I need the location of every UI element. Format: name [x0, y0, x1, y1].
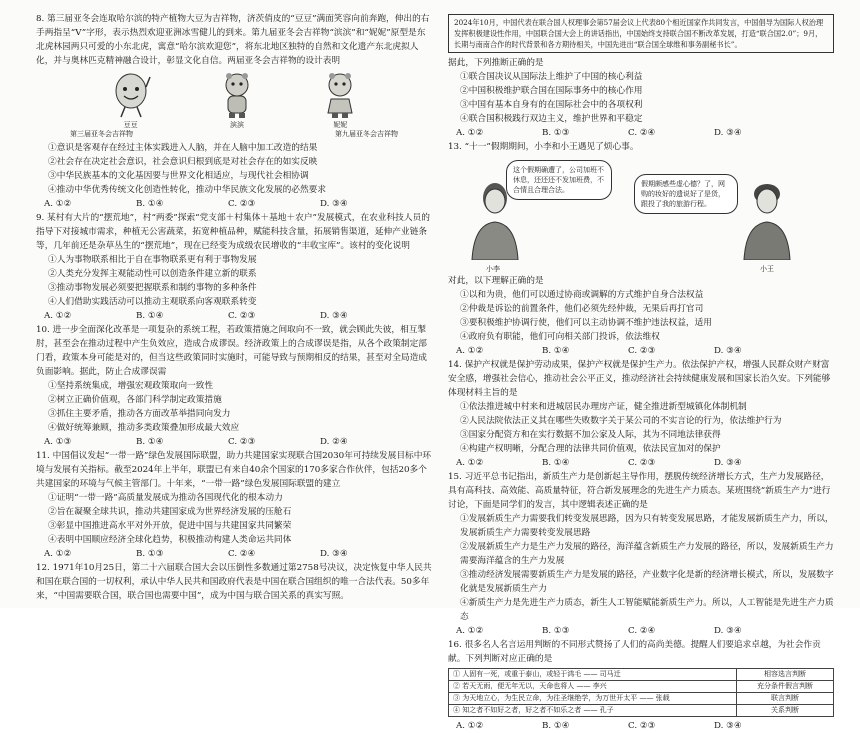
option-a[interactable]: A. ①② [456, 626, 484, 636]
list-item: ②人类充分发挥主观能动性可以创造条件建立新的联系 [48, 269, 257, 279]
q13-cartoon [448, 156, 834, 272]
option-b[interactable]: B. ①③ [542, 128, 570, 138]
q12-stem: 12. 1971年10月25日，第二十六届联合国大会以压倒性多数通过第2758号决议，决定恢复中华人民共和国在联合国的一切权利，承认中华人民共和国政府代表是中国在联合国组织的唯一合法代表。50多年来，“中国需要联合国，联合国也需要中国”，成为中国与联合国关系的真实写照。 [36, 563, 432, 601]
q9-items [36, 253, 432, 309]
option-c[interactable]: C. ②④ [628, 128, 656, 138]
q11-items [36, 491, 432, 547]
option-d[interactable]: D. ③④ [714, 346, 742, 356]
mascot-label: 妮妮 [333, 121, 348, 129]
q12-note-box: 2024年10月，中国代表在联合国人权理事会第57届会议上代表80个相近国家作共同发言，中国倡导为国际人权治理发挥积极建设性作用，中国联合国大会上的讲话指出，中国始终支持联合国不断改革发展，打造“联合国2.0”；9月，长期与南南合作的时代背景和各方期待相关，中国先进出“联合国全球维和事务副秘书长”。 [448, 14, 834, 53]
list-item: ①意识是客观存在经过主体实践进入人脑，并在人脑中加工改造的结果 [48, 143, 318, 153]
table-cell: ③ 为天地立心，为生民立命，为往圣继绝学，为万世开太平 —— 张载 [449, 693, 737, 705]
table-row [449, 693, 834, 705]
q12-options [448, 126, 834, 140]
doudou-icon [111, 71, 151, 119]
table-row [449, 705, 834, 717]
q14-stem: 14. 保护产权就是保护劳动成果，保护产权就是保护生产力。依法保护产权，增强人民群众财产财富安全感，增强社会信心，推动社会公平正义，推动经济社会持续健康发展和国家长治久安。下列能够体现材料主旨的是 [448, 360, 831, 398]
option-d[interactable]: D. ③④ [714, 458, 742, 468]
option-b[interactable]: B. ①④ [136, 311, 164, 321]
list-item: ③要积极维护协调行使，他们可以主动协调不维护违法权益，适用 [460, 318, 712, 328]
option-c[interactable]: C. ②③ [228, 311, 256, 321]
q10-stem: 10. 进一步全面深化改革是一项复杂的系统工程，若政策措施之间取向不一致，就会顾此失彼，相互掣肘，甚至会在推动过程中产生负效应，造成合成谬误。经济政策上的合成谬误是指，从各个政策制定部门看，政策本身可能是对的，但当这些政策同时实施时，可能导致与预期相反的结果，甚至对全局造成负面影响。据此，防止合成谬误需 [36, 325, 427, 377]
list-item: ④政府负有职能，他们可向相关部门投诉，依法维权 [460, 332, 660, 342]
tiger-icon [323, 71, 357, 119]
list-item: ②树立正确价值观，各部门科学制定政策措施 [48, 395, 222, 405]
q13-items [448, 288, 834, 344]
list-item: ④表明中国顺应经济全球化趋势，积极推动构建人类命运共同体 [48, 535, 292, 545]
option-d[interactable]: D. ③④ [714, 128, 742, 138]
q13-ask: 对此，以下理解正确的是 [448, 276, 544, 286]
table-cell: 相容选言判断 [737, 669, 834, 681]
q10-items [36, 379, 432, 435]
caption-ninth: 第九届亚冬会吉祥物 [335, 130, 398, 138]
q8-stem: 8. 第三届亚冬会连取哈尔滨的特产植物大豆为吉祥物，济茨俏皮的“豆豆”满面笑容向前奔跑，伸出的右手两指呈“V”字形，表示热烈欢迎亚洲冰雪健儿的到来。第九届亚冬会吉祥物“滨滨”和“妮妮”原型是东北虎林园两只可爱的小东北虎，寓意“哈尔滨欢迎您”，将东北地区独特的自然和文化遗产东北虎拟人化，并与奥林匹克精神融合设计，彰显文化自信。两届亚冬会吉祥物的设计表明 [36, 14, 430, 66]
list-item: ③抓住主要矛盾，推动各方面改革举措同向发力 [48, 409, 231, 419]
table-cell: 关系判断 [737, 705, 834, 717]
mascot-label: 豆豆 [123, 121, 138, 129]
q16-table [448, 668, 834, 717]
list-item: ③中华民族基本的文化基因要与世界文化相适应，与现代社会相协调 [48, 171, 309, 181]
left-column [36, 12, 432, 603]
q14-options [448, 456, 834, 470]
list-item: ①人为事物联系相比于自在事物联系更有利于事物发展 [48, 255, 257, 265]
option-c[interactable]: C. ②③ [228, 437, 256, 447]
list-item: ②中国积极维护联合国在国际事务中的核心作用 [460, 86, 643, 96]
list-item: ①坚持系统集成，增强宏观政策取向一致性 [48, 381, 214, 391]
q15-stem: 15. 习近平总书记指出，新质生产力是创新起主导作用，摆脱传统经济增长方式，生产力发展路径，具有高科技、高效能、高质量特征，符合新发展理念的先进生产力质态。某班围绕“新质生产力”进行讨论，下面是同学们的发言，其中逻辑表述正确的是 [448, 472, 831, 510]
list-item: ④新质生产力是先进生产力质态，新生人工智能赋能新质生产力。所以，人工智能是先进生产力质态 [460, 598, 834, 622]
list-item: ③推动经济发展需要新质生产力是发展的路径，产业数字化是新的经济增长模式，所以，发展数字化就是发展新质生产力 [460, 570, 834, 594]
list-item: ④推动中华优秀传统文化创造性转化，推动中华民族文化发展的必然要求 [48, 185, 326, 195]
list-item: ③中国有基本自身有的在国际社会中的各项权利 [460, 100, 643, 110]
table-cell: ④ 知之者不如好之者，好之者不如乐之者 —— 孔子 [449, 705, 737, 717]
option-b[interactable]: B. ①④ [136, 437, 164, 447]
q10-options [36, 435, 432, 449]
table-cell: 联言判断 [737, 693, 834, 705]
speech-bubble-right: 假期颇感些虚心德？了，网购的妆好的遗说好了是货，跟投了我的旅游行程。 [634, 174, 738, 214]
q12-items [448, 70, 834, 126]
list-item: ②人民法院依法正义其在哪些失败数字关于某公司的不实言论的行为，依法维护行为 [460, 416, 782, 426]
list-item: ①以和为贵，他们可以通过协商或调解的方式维护自身合法权益 [460, 290, 704, 300]
option-b[interactable]: B. ①③ [136, 549, 164, 559]
name-left: 小李 [486, 265, 500, 273]
name-right: 小王 [760, 265, 774, 273]
q11-stem: 11. 中国倡议发起“一带一路”绿色发展国际联盟，助力共建国家实现联合国2030年可持续发展目标中环境与发展有关指标。截至2024年上半年，联盟已有来自40余个国家的170多家合作伙伴，包括20多个共建国家的环境与气候主管部门。十年来，“一带一路”绿色发展国际联盟的建立 [36, 451, 432, 489]
option-c[interactable]: C. ②③ [628, 721, 656, 731]
option-c[interactable]: C. ②④ [228, 549, 256, 559]
tiger-icon [220, 71, 254, 119]
right-column [448, 12, 834, 733]
q15-options [448, 624, 834, 638]
option-a[interactable]: A. ①② [456, 346, 484, 356]
q16-stem: 16. 很多名人名言运用判断的不同形式赞扬了人们的高尚美德。提醒人们要追求卓越，为社会作贡献。下列判断对应正确的是 [448, 640, 821, 664]
q16-options [448, 719, 834, 733]
caption-third: 第三届亚冬会吉祥物 [70, 130, 133, 138]
option-a[interactable]: A. ①② [44, 549, 72, 559]
list-item: ②社会存在决定社会意识，社会意识归根到底是对社会存在的如实反映 [48, 157, 318, 167]
option-b[interactable]: B. ①④ [136, 199, 164, 209]
list-item: ①发展新质生产力需要我们转变发展思路，因为只有转变发展思路，才能发展新质生产力，所以，发展新质生产力需要转变发展思路 [460, 514, 834, 538]
mascot-binbin [220, 71, 254, 130]
option-a[interactable]: A. ①② [456, 128, 484, 138]
q13-options [448, 344, 834, 358]
option-a[interactable]: A. ①② [456, 721, 484, 731]
q15-items [448, 512, 834, 624]
table-cell: ② 若天无雨，便无年无以，天命也将人 —— 李兴 [449, 681, 737, 693]
list-item: ②发展新质生产力是生产力发展的路径，海洋蕴含新质生产力发展的路径，所以，发展新质生产力需要海洋蕴含的生产力发展 [460, 542, 834, 566]
mascot-doudou [111, 71, 151, 130]
mascot-label: 滨滨 [229, 121, 244, 129]
list-item: ④联合国积极践行双边主义，维护世界和平稳定 [460, 114, 643, 124]
q8-mascots [36, 68, 432, 130]
option-a[interactable]: A. ①② [44, 199, 72, 209]
list-item: ④人们借助实践活动可以推动主观联系向客观联系转变 [48, 297, 257, 307]
option-a[interactable]: A. ①③ [44, 437, 72, 447]
option-d[interactable]: D. ③④ [714, 626, 742, 636]
q9-stem: 9. 某村有大片的“摆荒地”，村“两委”探索“党支部＋村集体＋基地＋农户”发展模式，在农业科技人员的指导下对接城市需求，种植无公害蔬菜，拓宽种植品种，赋能科技含量，拓展销售渠道，延伸产业链条等，几年前还是杂草丛生的“摆荒地”，现在已经变为成级农民增收的“丰收宝库”。该村的变化说明 [36, 213, 430, 251]
option-c[interactable]: C. ②④ [628, 626, 656, 636]
option-b[interactable]: B. ①③ [542, 626, 570, 636]
option-c[interactable]: C. ②③ [228, 199, 256, 209]
q8-options [36, 197, 432, 211]
list-item: ③推动事物发展必须要把握联系和制约事物的多种条件 [48, 283, 257, 293]
mascot-nini [323, 71, 357, 130]
option-b[interactable]: B. ①④ [542, 346, 570, 356]
person-icon [740, 180, 794, 260]
list-item: ①联合国决议从国际法上维护了中国的核心利益 [460, 72, 643, 82]
option-d[interactable]: D. ③④ [320, 549, 348, 559]
table-cell: 充分条件假言判断 [737, 681, 834, 693]
q9-options [36, 309, 432, 323]
option-b[interactable]: B. ①④ [542, 458, 570, 468]
q11-options [36, 547, 432, 561]
option-c[interactable]: C. ②③ [628, 458, 656, 468]
option-a[interactable]: A. ①② [456, 458, 484, 468]
list-item: ②旨在凝聚全球共识，推动共建国家成为世界经济发展的压舱石 [48, 507, 292, 517]
list-item: ④做好统筹兼顾，推动多类政策叠加形成最大效应 [48, 423, 240, 433]
option-b[interactable]: B. ①④ [542, 721, 570, 731]
table-row [449, 669, 834, 681]
table-row [449, 681, 834, 693]
list-item: ①依法推进城中村来和进城居民办理房产证，健全推进新型城镇化体制机制 [460, 402, 747, 412]
option-d[interactable]: D. ③④ [714, 721, 742, 731]
option-a[interactable]: A. ①② [44, 311, 72, 321]
list-item: ②仲裁是诉讼的前置条件，他们必须先经仲裁，无果后再打官司 [460, 304, 704, 314]
list-item: ④构建产权明晰，分配合理的法律共同价值观，依法民宣加对的保护 [460, 444, 721, 454]
speech-bubble-left: 这个假期确遭了，公司加班不休息，还还还不发加班费，不合情且合理合法。 [506, 160, 612, 200]
option-d[interactable]: D. ③④ [320, 311, 348, 321]
q8-items [36, 141, 432, 197]
q14-items [448, 400, 834, 456]
option-c[interactable]: C. ②③ [628, 346, 656, 356]
person-icon [468, 180, 522, 260]
list-item: ③国家分配资方和在实行数据不加公家及人际，其为不同地法律获得 [460, 430, 721, 440]
option-d[interactable]: D. ③④ [320, 199, 348, 209]
list-item: ③彰显中国推进高水平对外开放，促进中国与共建国家共同繁荣 [48, 521, 292, 531]
table-cell: ① 人固有一死，或重于泰山，或轻于鸿毛 —— 司马迁 [449, 669, 737, 681]
option-d[interactable]: D. ②④ [320, 437, 348, 447]
list-item: ①证明“一带一路”高质量发展成为推动各国现代化的根本动力 [48, 493, 283, 503]
q8-captions [36, 130, 432, 139]
q12-note2: 据此，下列推断正确的是 [448, 58, 544, 68]
q13-stem: 13. “十一”假期期间，小李和小王遇见了烦心事。 [448, 142, 639, 152]
